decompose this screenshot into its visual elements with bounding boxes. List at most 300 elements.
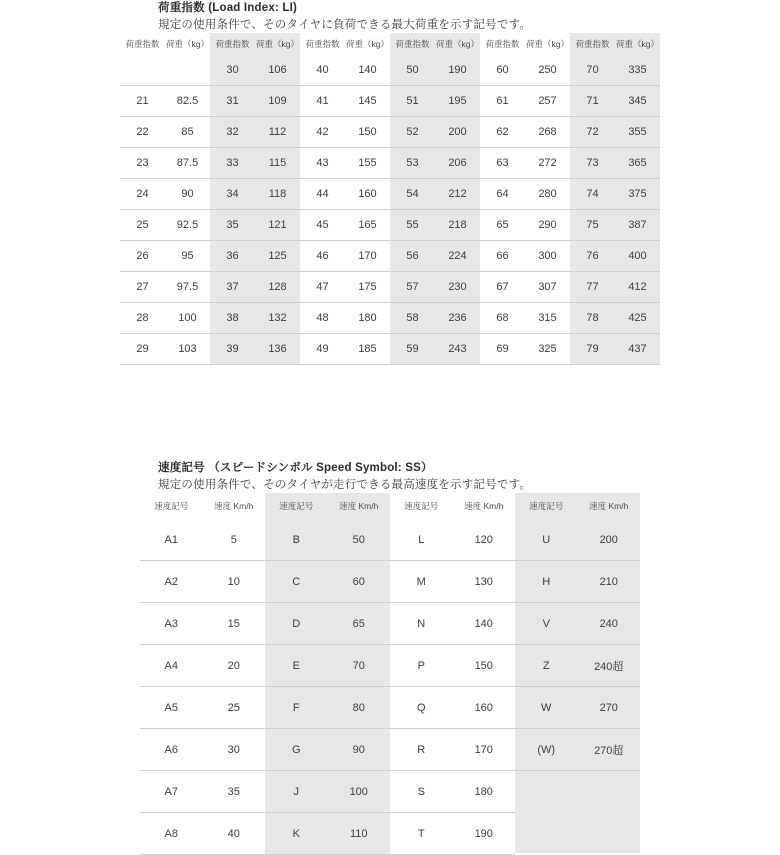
cell-symbol: T: [417, 827, 425, 840]
header-cell-symbol: 荷重指数: [215, 39, 250, 50]
cell-value: 272: [538, 157, 557, 170]
header-cell-value: 荷重（kg）: [256, 39, 299, 50]
table-row: [210, 55, 300, 86]
cell-value: 80: [352, 701, 365, 714]
cell-value: 250: [538, 64, 557, 77]
cell-symbol: 33: [226, 157, 239, 170]
cell-symbol: 32: [226, 126, 239, 139]
table-row: [120, 179, 210, 210]
cell-value: 90: [181, 188, 194, 201]
cell-symbol: A1: [164, 533, 178, 546]
cell-value: 236: [448, 312, 467, 325]
cell-symbol: A4: [164, 659, 178, 672]
cell-symbol: Q: [416, 701, 426, 714]
cell-symbol: 69: [496, 343, 509, 356]
cell-value: 106: [268, 64, 287, 77]
cell-value: 70: [352, 659, 365, 672]
cell-symbol: 59: [406, 343, 419, 356]
cell-symbol: 53: [406, 157, 419, 170]
cell-symbol: 56: [406, 250, 419, 263]
header-cell-value: 速度 Km/h: [464, 501, 504, 512]
table-row: [515, 645, 640, 687]
table-row: [120, 303, 210, 334]
cell-value: 412: [628, 281, 647, 294]
table-row: [140, 771, 265, 813]
cell-symbol: 24: [136, 188, 149, 201]
cell-value: 97.5: [176, 281, 199, 294]
cell-symbol: 42: [316, 126, 329, 139]
table-row: [390, 117, 480, 148]
table-row: [515, 519, 640, 561]
table-row: [120, 241, 210, 272]
header-cell-value: 速度 Km/h: [589, 501, 629, 512]
cell-value: 140: [474, 617, 493, 630]
header-cell-symbol: 速度記号: [154, 501, 189, 512]
cell-symbol: 74: [586, 188, 599, 201]
cell-symbol: 50: [406, 64, 419, 77]
table-row: [140, 561, 265, 603]
speed-symbol-title-jp: 速度記号: [158, 462, 205, 474]
header-cell-symbol: 速度記号: [279, 501, 314, 512]
cell-symbol: 45: [316, 219, 329, 232]
cell-value: 280: [538, 188, 557, 201]
cell-symbol: 63: [496, 157, 509, 170]
speed-symbol-table: [0, 493, 780, 855]
table-row: [140, 603, 265, 645]
cell-value: 30: [227, 743, 240, 756]
table-header-row: [140, 493, 265, 519]
cell-value: 180: [358, 312, 377, 325]
header-cell-value: 荷重（kg）: [616, 39, 659, 50]
cell-value: 165: [358, 219, 377, 232]
cell-symbol: A6: [164, 743, 178, 756]
cell-value: 160: [358, 188, 377, 201]
cell-value: 40: [227, 827, 240, 840]
cell-symbol: 36: [226, 250, 239, 263]
table-row: [390, 179, 480, 210]
cell-symbol: 65: [496, 219, 509, 232]
cell-value: 15: [227, 617, 240, 630]
cell-symbol: 27: [136, 281, 149, 294]
table-row: [390, 148, 480, 179]
cell-value: 190: [448, 64, 467, 77]
load-index-section: [0, 0, 780, 365]
table-row: [570, 55, 660, 86]
table-row: [120, 117, 210, 148]
table-row: [390, 813, 515, 855]
table-header-row: [570, 33, 660, 55]
cell-value: 300: [538, 250, 557, 263]
table-row: [480, 148, 570, 179]
cell-symbol: 60: [496, 64, 509, 77]
speed-symbol-heading: [0, 460, 780, 493]
cell-value: 10: [227, 575, 240, 588]
header-cell-symbol: 速度記号: [404, 501, 439, 512]
cell-symbol: 52: [406, 126, 419, 139]
column-group: [140, 493, 265, 855]
cell-value: 170: [358, 250, 377, 263]
cell-value: 155: [358, 157, 377, 170]
cell-value: 145: [358, 95, 377, 108]
cell-symbol: 41: [316, 95, 329, 108]
table-row: [265, 771, 390, 813]
cell-value: 365: [628, 157, 647, 170]
load-index-title-jp: 荷重指数: [158, 2, 205, 14]
cell-symbol: D: [292, 617, 301, 630]
table-row: [140, 687, 265, 729]
cell-symbol: G: [291, 743, 301, 756]
table-row: [390, 771, 515, 813]
cell-symbol: 44: [316, 188, 329, 201]
table-row: [210, 179, 300, 210]
table-row: [300, 272, 390, 303]
speed-symbol-title-latin: （スピードシンボル Speed Symbol: SS）: [208, 462, 433, 474]
cell-symbol: 49: [316, 343, 329, 356]
cell-value: 92.5: [176, 219, 199, 232]
table-row: [480, 210, 570, 241]
cell-symbol: 28: [136, 312, 149, 325]
table-header-row: [300, 33, 390, 55]
table-row: [480, 86, 570, 117]
cell-value: 185: [358, 343, 377, 356]
column-group: [300, 33, 390, 365]
cell-symbol: 37: [226, 281, 239, 294]
cell-symbol: 47: [316, 281, 329, 294]
cell-symbol: 71: [586, 95, 599, 108]
cell-value: 200: [599, 533, 618, 546]
cell-value: 218: [448, 219, 467, 232]
cell-symbol: A2: [164, 575, 178, 588]
header-cell-value: 荷重（kg）: [166, 39, 209, 50]
cell-symbol: 30: [226, 64, 239, 77]
table-row: [265, 519, 390, 561]
cell-value: 230: [448, 281, 467, 294]
cell-value: 206: [448, 157, 467, 170]
table-row: [390, 303, 480, 334]
table-row: [210, 241, 300, 272]
table-row: [120, 55, 210, 86]
table-row: [570, 272, 660, 303]
header-cell-symbol: 速度記号: [529, 501, 564, 512]
table-row: [390, 561, 515, 603]
cell-symbol: 66: [496, 250, 509, 263]
load-index-table: [0, 33, 780, 365]
cell-value: 268: [538, 126, 557, 139]
cell-value: 25: [227, 701, 240, 714]
cell-value: 387: [628, 219, 647, 232]
column-group: [120, 33, 210, 365]
cell-value: 110: [349, 827, 368, 840]
table-header-row: [515, 493, 640, 519]
table-row: [480, 334, 570, 365]
table-row: [390, 272, 480, 303]
cell-value: 103: [178, 343, 197, 356]
table-row: [390, 334, 480, 365]
cell-symbol: 79: [586, 343, 599, 356]
cell-symbol: 75: [586, 219, 599, 232]
column-group: [210, 33, 300, 365]
table-row: [265, 603, 390, 645]
table-row: [390, 729, 515, 771]
cell-symbol: 25: [136, 219, 149, 232]
table-row: [210, 86, 300, 117]
cell-value: 325: [538, 343, 557, 356]
table-row: [390, 519, 515, 561]
cell-symbol: 78: [586, 312, 599, 325]
header-cell-symbol: 荷重指数: [305, 39, 340, 50]
cell-value: 120: [474, 533, 493, 546]
cell-symbol: 76: [586, 250, 599, 263]
cell-value: 175: [358, 281, 377, 294]
table-row: [390, 86, 480, 117]
cell-symbol: 58: [406, 312, 419, 325]
table-row: [210, 303, 300, 334]
cell-symbol: R: [417, 743, 426, 756]
table-row: [515, 603, 640, 645]
cell-symbol: V: [542, 617, 550, 630]
table-row: [300, 148, 390, 179]
column-group: [390, 493, 515, 855]
table-row: [300, 55, 390, 86]
cell-symbol: 77: [586, 281, 599, 294]
cell-value: 35: [227, 785, 240, 798]
cell-symbol: C: [292, 575, 301, 588]
table-row: [300, 334, 390, 365]
cell-value: 130: [474, 575, 493, 588]
cell-value: 121: [268, 219, 287, 232]
load-index-subtitle: 規定の使用条件で、そのタイヤに負荷できる最大荷重を示す記号です。: [158, 18, 532, 31]
table-row: [390, 603, 515, 645]
cell-symbol: S: [417, 785, 425, 798]
table-row: [120, 148, 210, 179]
cell-symbol: K: [292, 827, 300, 840]
table-row: [265, 729, 390, 771]
cell-symbol: 55: [406, 219, 419, 232]
column-group: [480, 33, 570, 365]
cell-value: 400: [628, 250, 647, 263]
cell-symbol: W: [541, 701, 552, 714]
cell-symbol: 26: [136, 250, 149, 263]
cell-value: 160: [474, 701, 493, 714]
cell-symbol: N: [417, 617, 426, 630]
table-header-row: [210, 33, 300, 55]
table-header-row: [390, 33, 480, 55]
cell-symbol: B: [292, 533, 300, 546]
table-row: [515, 729, 640, 771]
table-row: [480, 241, 570, 272]
table-row: [140, 729, 265, 771]
table-row: [515, 812, 640, 853]
table-row: [210, 272, 300, 303]
cell-symbol: 61: [496, 95, 509, 108]
cell-symbol: 48: [316, 312, 329, 325]
header-cell-value: 荷重（kg）: [526, 39, 569, 50]
cell-symbol: 38: [226, 312, 239, 325]
table-row: [570, 303, 660, 334]
header-cell-symbol: 荷重指数: [395, 39, 430, 50]
cell-symbol: Z: [542, 659, 550, 672]
cell-symbol: 57: [406, 281, 419, 294]
cell-value: 257: [538, 95, 557, 108]
cell-symbol: 34: [226, 188, 239, 201]
cell-value: 375: [628, 188, 647, 201]
cell-value: 95: [181, 250, 194, 263]
cell-value: 180: [474, 785, 493, 798]
table-row: [390, 55, 480, 86]
cell-value: 270: [599, 701, 618, 714]
cell-symbol: (W): [537, 743, 556, 756]
cell-value: 224: [448, 250, 467, 263]
cell-value: 118: [268, 188, 287, 201]
table-row: [480, 179, 570, 210]
table-row: [140, 519, 265, 561]
cell-value: 355: [628, 126, 647, 139]
header-cell-value: 速度 Km/h: [339, 501, 379, 512]
load-index-heading: [0, 0, 780, 33]
cell-value: 315: [538, 312, 557, 325]
speed-symbol-subtitle: 規定の使用条件で、そのタイヤが走行できる最高速度を示す記号です。: [158, 478, 532, 491]
table-row: [120, 334, 210, 365]
cell-value: 82.5: [176, 95, 199, 108]
table-row: [265, 561, 390, 603]
table-row: [300, 117, 390, 148]
cell-value: 150: [358, 126, 377, 139]
cell-value: 20: [227, 659, 240, 672]
cell-value: 128: [268, 281, 287, 294]
table-header-row: [265, 493, 390, 519]
cell-value: 100: [349, 785, 368, 798]
cell-value: 150: [474, 659, 493, 672]
cell-symbol: M: [416, 575, 426, 588]
table-row: [265, 813, 390, 855]
cell-symbol: A7: [164, 785, 178, 798]
speed-symbol-section: [0, 460, 780, 855]
header-cell-value: 速度 Km/h: [214, 501, 254, 512]
speed-symbol-title: [158, 460, 780, 477]
table-row: [515, 687, 640, 729]
table-row: [515, 771, 640, 812]
cell-symbol: A3: [164, 617, 178, 630]
cell-symbol: 64: [496, 188, 509, 201]
cell-symbol: L: [418, 533, 425, 546]
cell-symbol: 31: [226, 95, 239, 108]
table-row: [570, 179, 660, 210]
table-row: [390, 241, 480, 272]
table-row: [210, 334, 300, 365]
cell-value: 240: [599, 617, 618, 630]
cell-symbol: 54: [406, 188, 419, 201]
cell-value: 270超: [594, 744, 624, 757]
cell-value: 190: [474, 827, 493, 840]
table-row: [570, 148, 660, 179]
header-cell-symbol: 荷重指数: [125, 39, 160, 50]
cell-symbol: 35: [226, 219, 239, 232]
table-row: [300, 179, 390, 210]
cell-symbol: 21: [136, 95, 149, 108]
cell-value: 195: [448, 95, 467, 108]
cell-value: 125: [268, 250, 287, 263]
table-row: [480, 55, 570, 86]
table-row: [390, 645, 515, 687]
cell-symbol: 72: [586, 126, 599, 139]
cell-value: 85: [181, 126, 194, 139]
table-row: [515, 561, 640, 603]
cell-symbol: A5: [164, 701, 178, 714]
cell-symbol: 22: [136, 126, 149, 139]
cell-symbol: 40: [316, 64, 329, 77]
cell-symbol: 68: [496, 312, 509, 325]
table-row: [210, 210, 300, 241]
load-index-title-latin: (Load Index: LI): [208, 2, 298, 14]
cell-value: 60: [352, 575, 365, 588]
table-header-row: [120, 33, 210, 55]
cell-value: 90: [352, 743, 365, 756]
table-row: [570, 86, 660, 117]
cell-value: 87.5: [176, 157, 199, 170]
cell-value: 100: [178, 312, 197, 325]
cell-value: 50: [352, 533, 365, 546]
cell-symbol: H: [542, 575, 551, 588]
table-row: [120, 272, 210, 303]
table-row: [570, 210, 660, 241]
table-row: [120, 210, 210, 241]
table-row: [210, 148, 300, 179]
table-row: [300, 86, 390, 117]
cell-symbol: [120, 55, 165, 85]
cell-value: [165, 55, 210, 85]
cell-value: 335: [628, 64, 647, 77]
cell-symbol: 70: [586, 64, 599, 77]
load-index-title: [158, 0, 780, 17]
column-group: [515, 493, 640, 853]
table-row: [480, 117, 570, 148]
cell-value: 345: [628, 95, 647, 108]
cell-value: 132: [268, 312, 287, 325]
cell-symbol: A8: [164, 827, 178, 840]
cell-value: 112: [268, 126, 287, 139]
cell-value: 212: [448, 188, 467, 201]
table-row: [120, 86, 210, 117]
cell-value: 136: [268, 343, 287, 356]
cell-symbol: 29: [136, 343, 149, 356]
cell-symbol: 23: [136, 157, 149, 170]
table-row: [570, 117, 660, 148]
cell-value: 200: [448, 126, 467, 139]
cell-value: 243: [448, 343, 467, 356]
table-row: [480, 303, 570, 334]
cell-value: 65: [352, 617, 365, 630]
cell-symbol: J: [293, 785, 299, 798]
cell-value: 170: [474, 743, 493, 756]
cell-value: 307: [538, 281, 557, 294]
cell-value: 109: [268, 95, 287, 108]
cell-value: 210: [599, 575, 618, 588]
cell-value: 240超: [594, 660, 624, 673]
table-row: [570, 334, 660, 365]
header-cell-symbol: 荷重指数: [575, 39, 610, 50]
column-group: [570, 33, 660, 365]
table-row: [210, 117, 300, 148]
header-cell-value: 荷重（kg）: [436, 39, 479, 50]
cell-symbol: P: [417, 659, 425, 672]
cell-symbol: 51: [406, 95, 419, 108]
table-row: [265, 687, 390, 729]
table-row: [390, 210, 480, 241]
cell-value: 115: [268, 157, 287, 170]
cell-symbol: F: [292, 701, 300, 714]
table-row: [480, 272, 570, 303]
header-cell-value: 荷重（kg）: [346, 39, 389, 50]
